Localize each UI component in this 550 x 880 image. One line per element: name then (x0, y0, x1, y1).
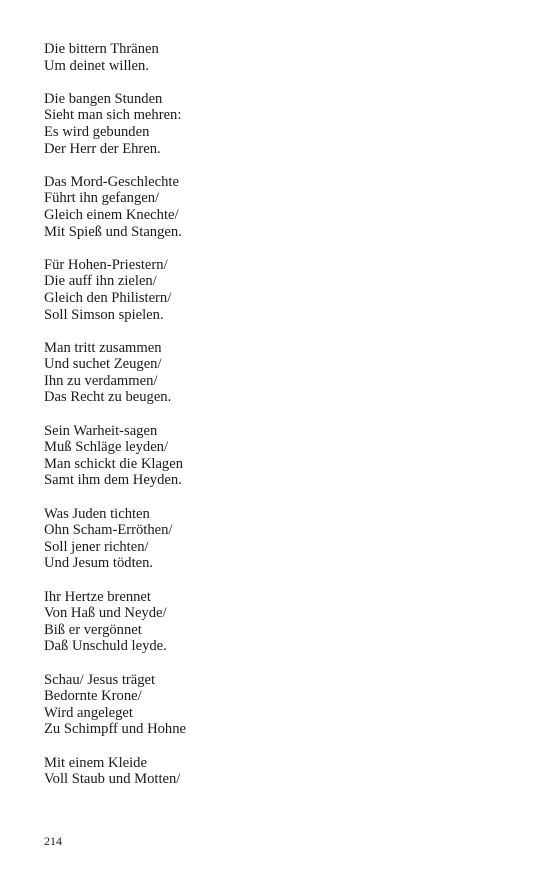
poem-line: Soll jener richten/ (44, 538, 149, 555)
poem-line: Es wird gebunden (44, 123, 150, 140)
stanza (44, 755, 514, 788)
poem-line: Soll Simson spielen. (44, 306, 164, 323)
poem-line: Mit Spieß und Stangen. (44, 223, 182, 240)
poem-line: Daß Unschuld leyde. (44, 638, 167, 655)
poem-line: Gleich den Philistern/ (44, 289, 172, 306)
poem-line: Die bittern Thränen (44, 41, 159, 57)
poem-line: Die auff ihn zielen/ (44, 273, 157, 290)
poem-line: Wird angeleget (44, 704, 133, 721)
poem-line: Führt ihn gefangen/ (44, 190, 160, 207)
page-number: 214 (44, 834, 62, 848)
poem-line: Voll Staub und Motten/ (44, 771, 181, 788)
poem-line: Samt ihm dem Heyden. (44, 472, 182, 489)
stanza (44, 41, 514, 74)
stanza (44, 672, 514, 738)
poem-line: Was Juden tichten (44, 505, 150, 522)
stanza (44, 174, 514, 240)
poem-line: Bedornte Krone/ (44, 688, 142, 705)
poem-text (44, 41, 514, 804)
poem-line: Biß er vergönnet (44, 621, 142, 638)
poem-line: Das Recht zu beugen. (44, 389, 172, 406)
poem-line: Ihn zu verdammen/ (44, 372, 158, 389)
poem-line: Zu Schimpff und Hohne (44, 721, 187, 738)
poem-line: Ohn Scham-Erröthen/ (44, 522, 173, 539)
poem-line: Sieht man sich mehren: (44, 107, 182, 124)
poem-line: Und Jesum tödten. (44, 555, 154, 572)
poem-line: Gleich einem Knechte/ (44, 206, 179, 223)
poem-line: Mit einem Kleide (44, 754, 147, 771)
poem-line: Die bangen Stunden (44, 90, 163, 107)
poem-line: Für Hohen-Priestern/ (44, 256, 168, 273)
poem-line: Ihr Hertze brennet (44, 588, 151, 605)
poem-line: Man schickt die Klagen (44, 455, 184, 472)
stanza (44, 506, 514, 572)
poem-line: Muß Schläge leyden/ (44, 439, 169, 456)
stanza (44, 340, 514, 406)
poem-line: Um deinet willen. (44, 57, 149, 74)
poem-line: Schau/ Jesus träget (44, 671, 156, 688)
poem-line: Von Haß und Neyde/ (44, 605, 167, 622)
stanza (44, 257, 514, 323)
stanza (44, 423, 514, 489)
poem-line: Der Herr der Ehren. (44, 140, 161, 157)
poem-line: Und suchet Zeugen/ (44, 356, 162, 373)
poem-line: Sein Warheit-sagen (44, 422, 158, 439)
poem-line: Man tritt zusammen (44, 339, 162, 356)
stanza (44, 91, 514, 157)
poem-line: Das Mord-Geschlechte (44, 173, 179, 190)
stanza (44, 589, 514, 655)
